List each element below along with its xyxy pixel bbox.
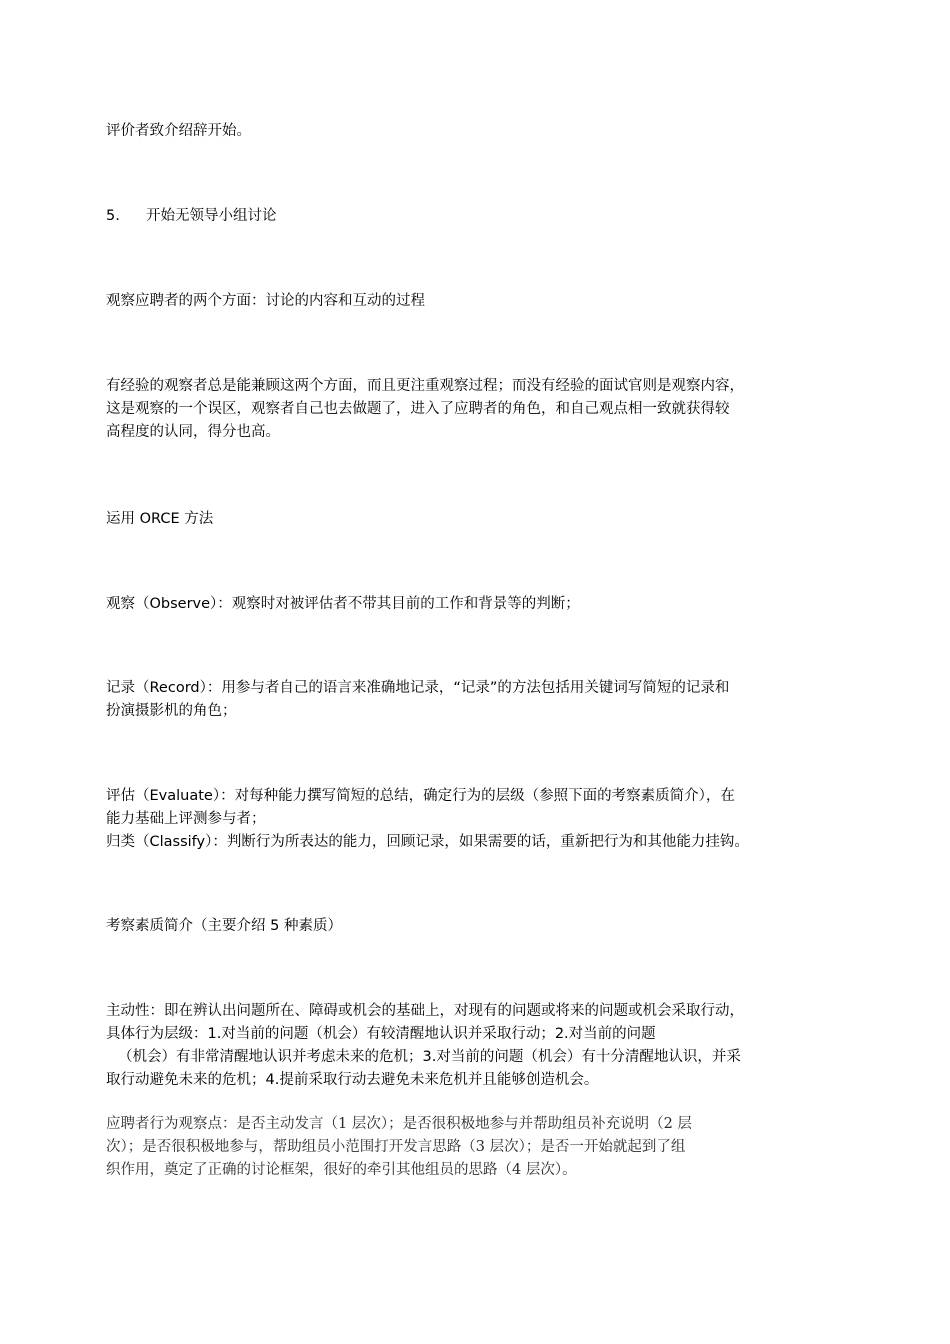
heading-text: 开始无领导小组讨论 — [146, 208, 277, 224]
paragraph-line: 织作用，奠定了正确的讨论框架，很好的牵引其他组员的思路（4 层次）。 — [106, 1162, 577, 1178]
paragraph-initiative — [106, 1000, 851, 1092]
paragraph-line: 次）；是否很积极地参与，帮助组员小范围打开发言思路（3 层次）；是否一开始就起到了组 — [106, 1139, 686, 1155]
paragraph-line: 应聘者行为观察点：是否主动发言（1 层次）；是否很积极地参与并帮助组员补充说明（2 层 — [106, 1116, 692, 1132]
list-number: 5. — [106, 208, 120, 224]
paragraph-text: 观察（Observe）：观察时对被评估者不带其目前的工作和背景等的判断； — [106, 596, 580, 612]
paragraph-record — [106, 677, 851, 723]
paragraph-orce — [106, 508, 851, 531]
numbered-heading — [106, 205, 851, 228]
paragraph-line: 具体行为层级：1.对当前的问题（机会）有较清醒地认识并采取行动；2.对当前的问题 — [106, 1026, 656, 1042]
paragraph-intro — [106, 120, 851, 143]
paragraph-observe-aspects — [106, 290, 851, 313]
paragraph-line: 高程度的认同，得分也高。 — [106, 424, 280, 440]
paragraph-text: 考察素质简介（主要介绍 5 种素质） — [106, 918, 342, 934]
paragraph-line: （机会）有非常清醒地认识并考虑未来的危机；3.对当前的问题（机会）有十分清醒地认识，并采 — [118, 1049, 741, 1065]
paragraph-evaluate-classify — [106, 785, 851, 854]
paragraph-text: 观察应聘者的两个方面：讨论的内容和互动的过程 — [106, 293, 425, 309]
paragraph-line: 有经验的观察者总是能兼顾这两个方面，而且更注重观察过程；而没有经验的面试官则是观察内容， — [106, 378, 744, 394]
paragraph-text: 运用 ORCE 方法 — [106, 511, 214, 527]
paragraph-line: 主动性：即在辨认出问题所在、障碍或机会的基础上，对现有的问题或将来的问题或机会采取行动， — [106, 1003, 744, 1019]
paragraph-observation-points — [106, 1113, 851, 1182]
paragraph-line: 能力基础上评测参与者； — [106, 811, 266, 827]
paragraph-line: 取行动避免未来的危机；4.提前采取行动去避免未来危机并且能够创造机会。 — [106, 1072, 599, 1088]
paragraph-line: 评估（Evaluate）：对每种能力撰写简短的总结，确定行为的层级（参照下面的考察素质简介），在 — [106, 788, 735, 804]
paragraph-line: 这是观察的一个误区，观察者自己也去做题了，进入了应聘者的角色，和自己观点相一致就获得较 — [106, 401, 730, 417]
paragraph-qualities-heading — [106, 915, 851, 938]
paragraph-line: 归类（Classify）：判断行为所表达的能力，回顾记录，如果需要的话，重新把行为和其他能力挂钩。 — [106, 834, 749, 850]
paragraph-line: 扮演摄影机的角色； — [106, 703, 237, 719]
paragraph-experience — [106, 375, 851, 444]
paragraph-text: 评价者致介绍辞开始。 — [106, 123, 251, 139]
paragraph-observe — [106, 593, 851, 616]
paragraph-line: 记录（Record）：用参与者自己的语言来准确地记录，“记录”的方法包括用关键词写简短的记录和 — [106, 680, 730, 696]
